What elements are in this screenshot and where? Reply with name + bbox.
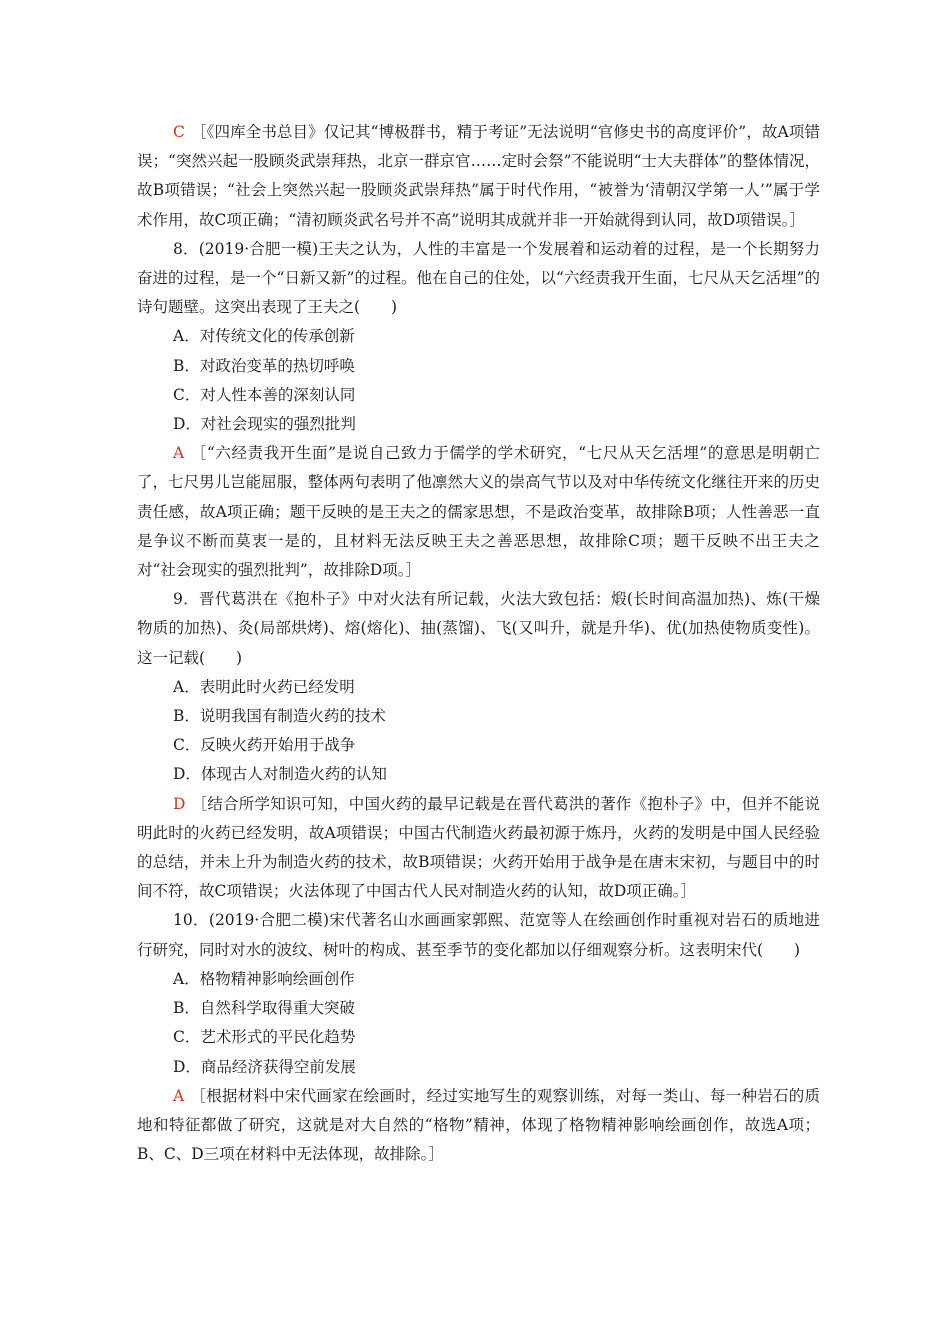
q8-stem: 8．(2019·合肥一模)王夫之认为，人性的丰富是一个发展着和运动着的过程，是一个长期努力奋进的过程，是一个“日新又新”的过程。他在自己的住处，以“六经责我开生面，七尺从天乞活埋”的诗句题壁。这突出表现了王夫之( )	[137, 239, 820, 317]
q8-explanation	[137, 439, 820, 585]
q7-explanation	[137, 118, 820, 235]
q10-option-b: B．自然科学取得重大突破	[173, 999, 355, 1018]
q8-option-c: C．对人性本善的深刻认同	[173, 385, 356, 404]
q8-answer-letter: A	[173, 444, 185, 463]
q10-explanation-text: ［根据材料中宋代画家在绘画时，经过实地写生的观察训练，对每一类山、每一种岩石的质地和特征都做了研究，这就是对大自然的“格物”精神，体现了格物精神影响绘画创作，故选A项；B、C、D三项在材料中无法体现，故排除。］	[137, 1086, 820, 1164]
q10-option-a: A．格物精神影响绘画创作	[173, 969, 355, 988]
q7-answer-letter: C	[173, 123, 185, 141]
q9-answer-letter: D	[173, 794, 186, 813]
q10-answer-letter: A	[173, 1086, 185, 1105]
q9-stem: 9．晋代葛洪在《抱朴子》中对火法有所记载，火法大致包括：煅(长时间高温加热)、炼(干燥物质的加热)、灸(局部烘烤)、熔(熔化)、抽(蒸馏)、飞(又叫升，就是升华)、优(加热使物质变性)。这一记载( )	[137, 590, 820, 667]
q10-explanation	[137, 1082, 820, 1170]
q10-option-d: D．商品经济获得空前发展	[173, 1057, 356, 1076]
q9-option-c: C．反映火药开始用于战争	[173, 736, 356, 755]
q9-explanation	[137, 790, 820, 907]
q9-explanation-text: ［结合所学知识可知，中国火药的最早记载是在晋代葛洪的著作《抱朴子》中，但并不能说明此时的火药已经发明，故A项错误；中国古代制造火药最初源于炼丹，火药的发明是中国人民经验的总结，并未上升为制造火药的技术，故B项错误；火药开始用于战争是在唐末宋初，与题目中的时间不符，故C项错误；火法体现了中国古代人民对制造火药的认知，故D项正确。］	[137, 794, 820, 901]
q7-explanation-text: ［《四库全书总目》仅记其“博极群书，精于考证”无法说明“官修史书的高度评价”，故A项错误；“突然兴起一股顾炎武崇拜热，北京一群京官……定时会祭”不能说明“士大夫群体”的整体情况，故B项错误；“社会上突然兴起一股顾炎武崇拜热”属于时代作用，“被誉为‘清朝汉学第一人’”属于学术作用，故C项正确；“清初顾炎武名号并不高”说明其成就并非一开始就得到认同，故D项错误。］	[137, 123, 820, 229]
q8-option-d: D．对社会现实的强烈批判	[173, 415, 356, 434]
q10-option-c: C．艺术形式的平民化趋势	[173, 1028, 356, 1047]
q10-stem: 10．(2019·合肥二模)宋代著名山水画画家郭熙、范宽等人在绘画创作时重视对岩石的质地进行研究，同时对水的波纹、树叶的构成、甚至季节的变化都加以仔细观察分析。这表明宋代( )	[137, 911, 820, 959]
content-column	[137, 118, 820, 1169]
q9-option-d: D．体现古人对制造火药的认知	[173, 765, 387, 784]
q8-option-a: A．对传统文化的传承创新	[173, 327, 355, 346]
q9-option-b: B．说明我国有制造火药的技术	[173, 707, 386, 726]
q8-explanation-text: ［“六经责我开生面”是说自己致力于儒学的学术研究，“七尺从天乞活埋”的意思是明朝亡了，七尺男儿岂能屈服，整体两句表明了他凛然大义的崇高气节以及对中华传统文化继往开来的历史责任感，故A项正确；题干反映的是王夫之的儒家思想，不是政治变革，故排除B项；人性善恶一直是争议不断而莫衷一是的，且材料无法反映王夫之善恶思想，故排除C项；题干反映不出王夫之对“社会现实的强烈批判”，故排除D项。］	[137, 444, 820, 580]
q9-option-a: A．表明此时火药已经发明	[173, 677, 355, 696]
q8-option-b: B．对政治变革的热切呼唤	[173, 356, 355, 375]
